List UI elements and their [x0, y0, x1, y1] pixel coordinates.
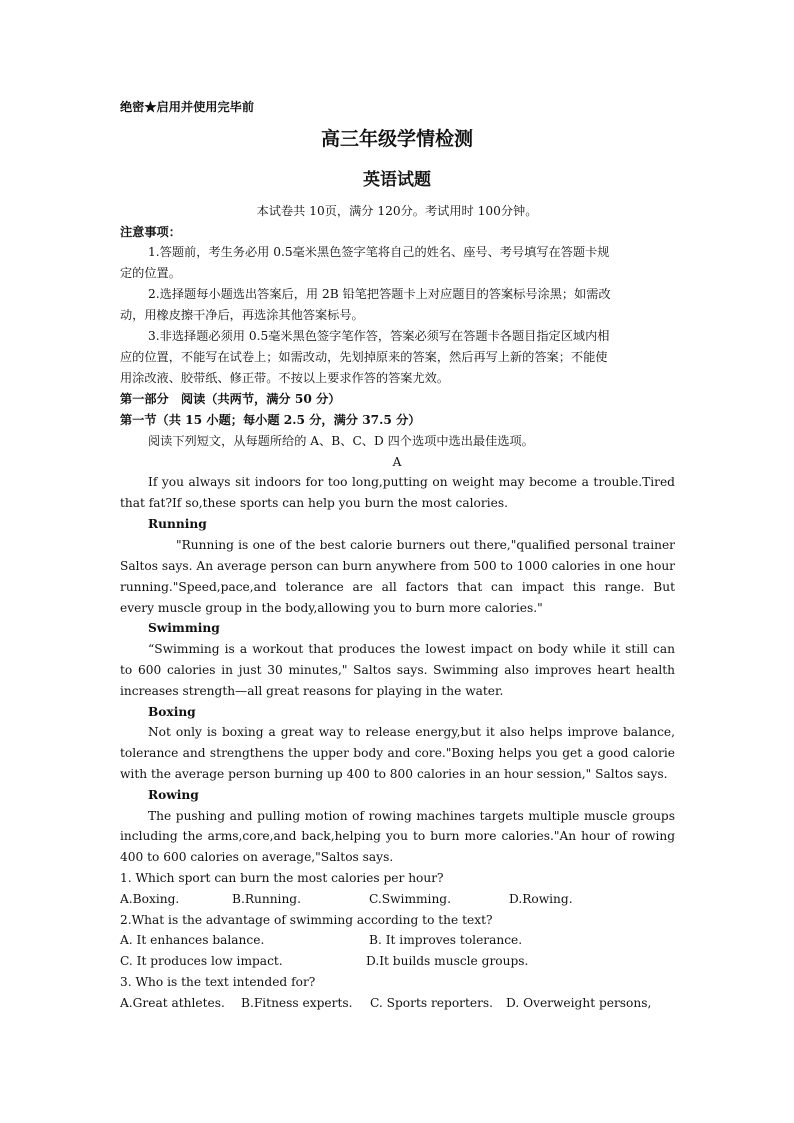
- subheading-boxing: Boxing: [148, 705, 196, 719]
- option-a: A. It enhances balance.: [120, 933, 265, 947]
- passage-line: including the arms,core,and back,helping you to burn more calories."An hour of rowing: [120, 829, 675, 843]
- note-line: 2.选择题每小题选出答案后，用 2B 铅笔把答题卡上对应题目的答案标号涂黑；如需改: [148, 287, 611, 301]
- passage-line: running."Speed,pace,and tolerance are all factors that can impact this range. But: [120, 580, 675, 594]
- option-c: C. It produces low impact.: [120, 954, 283, 968]
- option-d: D. Overweight persons,: [506, 996, 652, 1010]
- option-d: D.Rowing.: [509, 892, 573, 906]
- question-stem: 3. Who is the text intended for?: [120, 975, 316, 989]
- section-instruction: 阅读下列短文，从每题所给的 A、B、C、D 四个选项中选出最佳选项。: [148, 434, 534, 448]
- note-line: 1.答题前，考生务必用 0.5毫米黑色签字笔将自己的姓名、座号、考号填写在答题卡规: [148, 245, 610, 259]
- note-line: 3.非选择题必须用 0.5毫米黑色签字笔作答，答案必须写在答题卡各题目指定区域内相: [148, 329, 610, 343]
- question-stem: 2.What is the advantage of swimming according to the text?: [120, 913, 493, 927]
- notes-heading: 注意事项：: [120, 225, 181, 239]
- passage-line: increases strength—all great reasons for playing in the water.: [120, 684, 504, 698]
- passage-line: tolerance and strengthens the upper body and core."Boxing helps you get a good calorie: [120, 746, 675, 760]
- exam-title: 高三年级学情检测: [320, 128, 473, 150]
- passage-label: A: [392, 455, 402, 469]
- note-line: 定的位置。: [120, 266, 181, 280]
- passage-line: "Running is one of the best calorie burners out there,"qualified personal trainer: [176, 538, 675, 552]
- passage-line: to 600 calories in just 30 minutes," Saltos says. Swimming also improves heart health: [120, 663, 675, 677]
- option-d: D.It builds muscle groups.: [366, 954, 529, 968]
- option-a: A.Great athletes.: [120, 996, 225, 1010]
- note-line: 应的位置，不能写在试卷上；如需改动，先划掉原来的答案，然后再写上新的答案；不能使: [120, 350, 608, 364]
- question-stem: 1. Which sport can burn the most calories per hour?: [120, 871, 444, 885]
- note-line: 动，用橡皮擦干净后，再选涂其他答案标号。: [120, 308, 364, 322]
- passage-line: that fat?If so,these sports can help you burn the most calories.: [120, 496, 508, 510]
- passage-line: Not only is boxing a great way to release energy,but it also helps improve balance,: [148, 725, 675, 739]
- passage-line: “Swimming is a workout that produces the lowest impact on body while it still can: [148, 642, 675, 656]
- passage-line: Saltos says. An average person can burn anywhere from 500 to 1000 calories in one hour: [120, 559, 675, 573]
- subject-title: 英语试题: [363, 170, 431, 190]
- passage-line: every muscle group in the body,allowing you to burn more calories.": [120, 601, 543, 615]
- passage-line: The pushing and pulling motion of rowing machines targets multiple muscle groups: [148, 809, 675, 823]
- option-a: A.Boxing.: [120, 892, 180, 906]
- note-line: 用涂改液、胶带纸、修正带。不按以上要求作答的答案尤效。: [120, 371, 450, 385]
- exam-info: 本试卷共 10页，满分 120分。考试用时 100分钟。: [256, 204, 538, 218]
- part-heading: 第一部分 阅读（共两节，满分 50 分）: [120, 392, 341, 406]
- option-b: B.Fitness experts.: [241, 996, 353, 1010]
- confidential-label: 绝密★启用并使用完毕前: [120, 100, 255, 114]
- passage-line: If you always sit indoors for too long,putting on weight may become a trouble.Tired: [148, 475, 675, 489]
- option-b: B.Running.: [232, 892, 301, 906]
- passage-line: with the average person burning up 400 to 800 calories in an hour session," Saltos says.: [120, 767, 668, 781]
- option-b: B. It improves tolerance.: [369, 933, 523, 947]
- passage-line: 400 to 600 calories on average,"Saltos says.: [120, 850, 394, 864]
- subheading-rowing: Rowing: [148, 788, 199, 802]
- option-c: C. Sports reporters.: [370, 996, 494, 1010]
- subheading-running: Running: [148, 517, 207, 531]
- subheading-swimming: Swimming: [148, 621, 220, 635]
- section-heading: 第一节（共 15 小题；每小题 2.5 分，满分 37.5 分）: [120, 413, 421, 427]
- option-c: C.Swimming.: [369, 892, 451, 906]
